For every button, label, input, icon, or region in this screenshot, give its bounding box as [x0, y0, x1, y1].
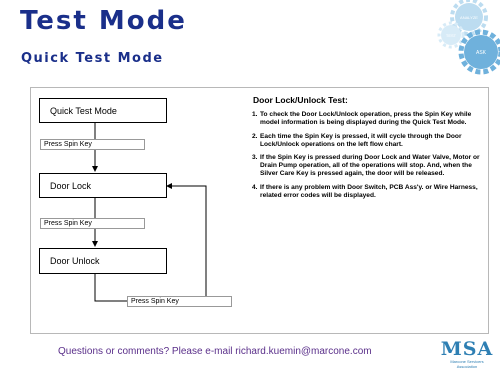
flow-box-door-lock: Door Lock [39, 173, 167, 198]
gear-left-label: TEST [445, 33, 457, 38]
note-text: Each time the Spin Key is pressed, it will cycle through the Door Lock/Unlock operations on the left flow chart. [260, 132, 462, 148]
gear-right-icon [461, 32, 500, 72]
note-item [252, 133, 484, 149]
logo-subtext: Marcone Servicers Association [450, 359, 484, 369]
note-number: 4. [252, 183, 258, 191]
note-number: 3. [252, 154, 258, 162]
page-subtitle: Quick Test Mode [21, 51, 164, 66]
flow-box-door-unlock: Door Unlock [39, 248, 167, 274]
gear-right-label: ASK [475, 50, 487, 56]
flow-label-press-spin-key-1: Press Spin Key [40, 139, 145, 150]
flow-label-press-spin-key-2: Press Spin Key [40, 218, 145, 229]
flow-label-press-spin-key-3: Press Spin Key [127, 296, 232, 307]
notes-panel [252, 96, 484, 205]
flow-box-quick-test-mode: Quick Test Mode [39, 98, 167, 123]
msa-logo [440, 339, 494, 371]
note-item [252, 111, 484, 127]
notes-heading: Door Lock/Unlock Test: [253, 95, 348, 105]
note-number: 1. [252, 111, 258, 119]
note-item [252, 154, 484, 179]
note-text: If there is any problem with Door Switch, PCB Ass'y. or Wire Harness, related error codes will be displayed. [260, 183, 478, 199]
gear-top-label: ANALYZE [460, 15, 478, 20]
gears-graphic [425, 0, 500, 80]
note-text: If the Spin Key is pressed during Door Lock and Water Valve, Motor or Drain Pump operation, all of the operations will stop. And, when the Silver Care Key is pressed again, the door will be released. [260, 154, 480, 178]
note-item [252, 184, 484, 200]
note-number: 2. [252, 132, 258, 140]
logo-text: MSA [440, 338, 494, 360]
footer-contact-text: Questions or comments? Please e-mail richard.kuemin@marcone.com [58, 346, 372, 357]
page-title: Test Mode [20, 6, 187, 36]
note-text: To check the Door Lock/Unlock operation, press the Spin Key while model information is being displayed during the Quick Test Mode. [260, 111, 472, 127]
